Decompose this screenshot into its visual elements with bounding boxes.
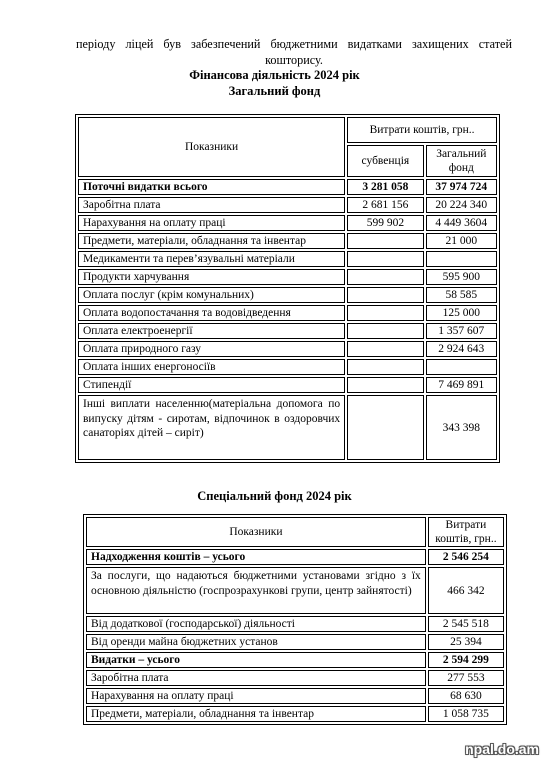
section2-title: Спеціальний фонд 2024 рік <box>197 489 352 503</box>
general-fund-value: 125 000 <box>426 305 497 321</box>
row-label: Поточні видатки всього <box>78 179 345 195</box>
row-label: Продукти харчування <box>78 269 345 285</box>
row-label: Оплата електроенергії <box>78 323 345 339</box>
row-label: Оплата водопостачання та водовідведення <box>78 305 345 321</box>
row-label: Видатки – усього <box>86 652 426 668</box>
header-expenses: Витрати коштів, грн.. <box>347 117 497 143</box>
row-label: Предмети, матеріали, обладнання та інвентар <box>86 706 426 722</box>
subvention-value <box>347 251 423 267</box>
watermark-logo: npal.do.am <box>465 741 539 757</box>
table-row <box>78 233 497 249</box>
table-row <box>78 305 497 321</box>
general-fund-value: 4 449 3604 <box>426 215 497 231</box>
row-label: Оплата інших енергоносіїв <box>78 359 345 375</box>
table-row <box>78 251 497 267</box>
general-fund-value: 58 585 <box>426 287 497 303</box>
expense-value: 2 546 254 <box>428 549 504 565</box>
table-header-row <box>78 117 497 143</box>
table-row <box>86 706 504 722</box>
subvention-value <box>347 395 423 460</box>
row-label: Від додаткової (господарської) діяльності <box>86 616 426 632</box>
general-fund-value: 2 924 643 <box>426 341 497 357</box>
table-row <box>86 549 504 565</box>
intro-line-2: кошторису. <box>265 53 323 67</box>
expense-value: 1 058 735 <box>428 706 504 722</box>
expense-value: 68 630 <box>428 688 504 704</box>
subvention-value: 2 681 156 <box>347 197 423 213</box>
table-row <box>78 359 497 375</box>
subvention-value <box>347 233 423 249</box>
subvention-value <box>347 305 423 321</box>
row-label: Стипендії <box>78 377 345 393</box>
row-label: Надходження коштів – усього <box>86 549 426 565</box>
header-general-fund: Загальний фонд <box>426 145 497 177</box>
general-fund-value: 595 900 <box>426 269 497 285</box>
general-fund-value: 343 398 <box>426 395 497 460</box>
table-row <box>78 215 497 231</box>
general-fund-value: 37 974 724 <box>426 179 497 195</box>
table-row <box>78 395 497 460</box>
general-fund-table <box>75 114 500 463</box>
general-fund-value <box>426 359 497 375</box>
table-header-row <box>86 517 504 547</box>
section1-title: Фінансова діяльність 2024 рік <box>189 68 360 82</box>
row-label: Заробітна плата <box>78 197 345 213</box>
expense-value: 25 394 <box>428 634 504 650</box>
table-row <box>78 179 497 195</box>
subvention-value <box>347 341 423 357</box>
table-row <box>86 616 504 632</box>
general-fund-value: 20 224 340 <box>426 197 497 213</box>
special-fund-table <box>83 514 507 725</box>
table-row <box>78 287 497 303</box>
intro-line-1: періоду ліцей був забезпечений бюджетними видатками захищених статей <box>76 37 512 51</box>
table-row <box>78 323 497 339</box>
row-label: Нарахування на оплату праці <box>86 688 426 704</box>
subvention-value: 3 281 058 <box>347 179 423 195</box>
header-indicator: Показники <box>86 517 426 547</box>
row-label: Предмети, матеріали, обладнання та інвентар <box>78 233 345 249</box>
general-fund-value <box>426 251 497 267</box>
table-row <box>78 269 497 285</box>
table-row <box>78 341 497 357</box>
subvention-value <box>347 323 423 339</box>
table-row <box>78 377 497 393</box>
header-expenses: Витрати коштів, грн.. <box>428 517 504 547</box>
subvention-value: 599 902 <box>347 215 423 231</box>
subvention-value <box>347 287 423 303</box>
expense-value: 2 545 518 <box>428 616 504 632</box>
table-row <box>86 634 504 650</box>
general-fund-value: 21 000 <box>426 233 497 249</box>
row-label: Інші виплати населенню(матеріальна допомога по випуску дітям - сиротам, відпочинок в оздоровчих санаторіях дітей – сиріт) <box>78 395 345 460</box>
row-label: Оплата послуг (крім комунальних) <box>78 287 345 303</box>
expense-value: 2 594 299 <box>428 652 504 668</box>
table-row <box>86 670 504 686</box>
general-fund-value: 1 357 607 <box>426 323 497 339</box>
header-indicator: Показники <box>78 117 345 177</box>
subvention-value <box>347 269 423 285</box>
section1-subtitle: Загальний фонд <box>228 84 321 98</box>
header-subvention: субвенція <box>347 145 423 177</box>
expense-value: 277 553 <box>428 670 504 686</box>
table-row <box>86 567 504 614</box>
row-label: Нарахування на оплату праці <box>78 215 345 231</box>
general-fund-value: 7 469 891 <box>426 377 497 393</box>
intro-paragraph <box>76 36 512 68</box>
row-label: Медикаменти та перев’язувальні матеріали <box>78 251 345 267</box>
table-row <box>78 197 497 213</box>
subvention-value <box>347 377 423 393</box>
row-label: За послуги, що надаються бюджетними установами згідно з їх основною діяльністю (госпрозрахункові групи, центр зайнятості) <box>86 567 426 614</box>
expense-value: 466 342 <box>428 567 504 614</box>
table-row <box>86 688 504 704</box>
subvention-value <box>347 359 423 375</box>
row-label: Від оренди майна бюджетних установ <box>86 634 426 650</box>
row-label: Заробітна плата <box>86 670 426 686</box>
row-label: Оплата природного газу <box>78 341 345 357</box>
table-row <box>86 652 504 668</box>
